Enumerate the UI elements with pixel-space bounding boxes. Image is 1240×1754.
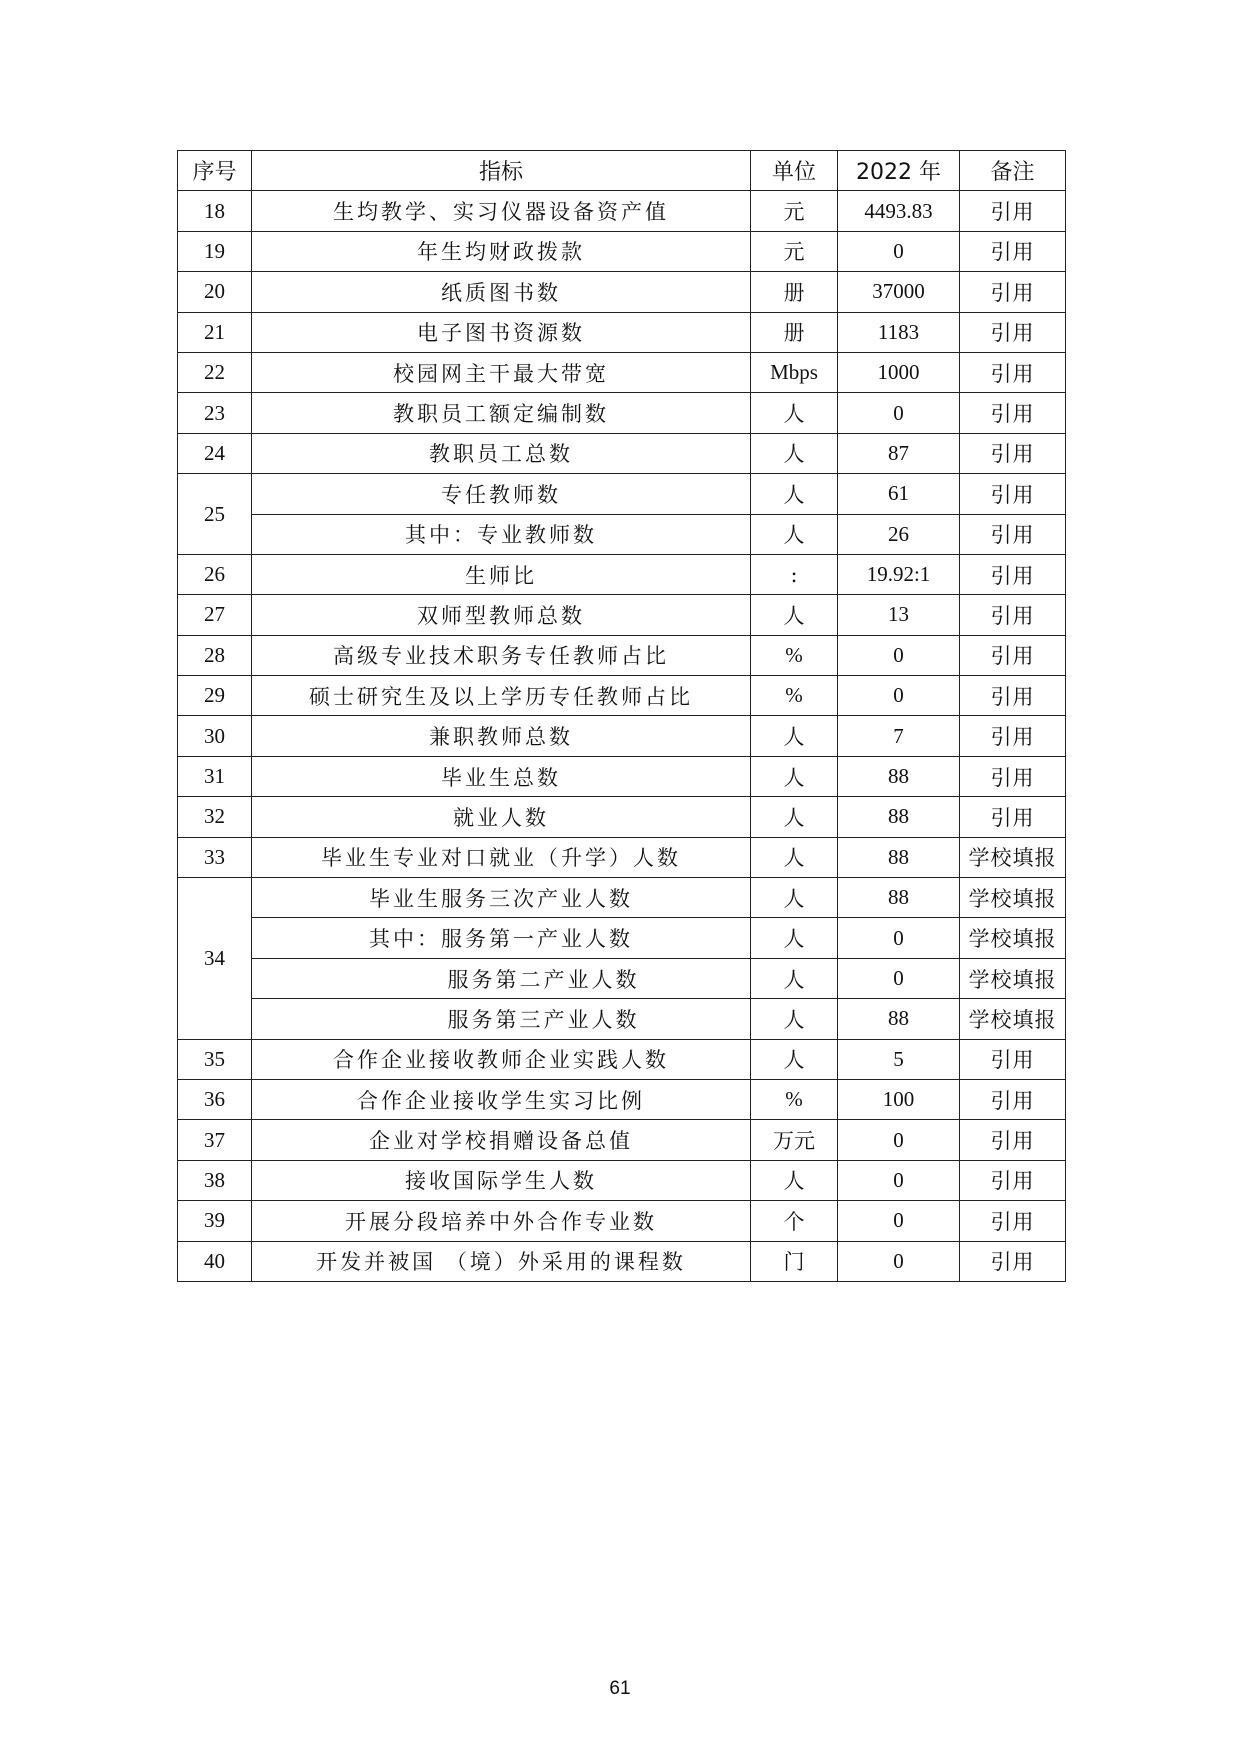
table-row: [178, 272, 1066, 312]
row-indicator: 开展分段培养中外合作专业数: [252, 1201, 751, 1241]
row-value: 1183: [838, 312, 960, 352]
row-indicator: 纸质图书数: [252, 272, 751, 312]
row-value: 0: [838, 635, 960, 675]
row-no: 19: [178, 231, 252, 271]
row-no: 35: [178, 1039, 252, 1079]
row-indicator: 就业人数: [252, 797, 751, 837]
table-row: [178, 1160, 1066, 1200]
row-indicator: 电子图书资源数: [252, 312, 751, 352]
row-note: 引用: [960, 433, 1066, 473]
row-indicator: 接收国际学生人数: [252, 1160, 751, 1200]
row-indicator: 专任教师数: [252, 474, 751, 514]
row-no: 37: [178, 1120, 252, 1160]
row-note: 引用: [960, 1201, 1066, 1241]
row-value: 1000: [838, 352, 960, 392]
row-value: 0: [838, 1120, 960, 1160]
row-value: 19.92:1: [838, 554, 960, 594]
row-unit: %: [751, 676, 838, 716]
row-indicator: 服务第三产业人数: [252, 999, 751, 1039]
row-indicator: 合作企业接收学生实习比例: [252, 1079, 751, 1119]
row-unit: 人: [751, 433, 838, 473]
table-row: [178, 474, 1066, 514]
row-note: 引用: [960, 554, 1066, 594]
row-value: 0: [838, 231, 960, 271]
row-indicator: 年生均财政拨款: [252, 231, 751, 271]
row-note: 引用: [960, 352, 1066, 392]
header-note: 备注: [960, 151, 1066, 191]
table-row: [178, 999, 1066, 1039]
row-value: 61: [838, 474, 960, 514]
row-indicator: 其中：专业教师数: [252, 514, 751, 554]
row-no: 32: [178, 797, 252, 837]
row-indicator: 其中：服务第一产业人数: [252, 918, 751, 958]
table-header-row: [178, 151, 1066, 191]
row-note: 引用: [960, 312, 1066, 352]
row-indicator: 开发并被国 （境）外采用的课程数: [252, 1241, 751, 1281]
row-unit: 册: [751, 272, 838, 312]
row-unit: 人: [751, 393, 838, 433]
row-unit: 人: [751, 958, 838, 998]
row-value: 0: [838, 393, 960, 433]
row-note: 引用: [960, 1120, 1066, 1160]
row-unit: 人: [751, 756, 838, 796]
row-no: 26: [178, 554, 252, 594]
row-no: 27: [178, 595, 252, 635]
row-unit: 元: [751, 231, 838, 271]
row-no: 24: [178, 433, 252, 473]
row-no: 40: [178, 1241, 252, 1281]
row-no: 22: [178, 352, 252, 392]
row-value: 0: [838, 958, 960, 998]
row-note: 学校填报: [960, 918, 1066, 958]
row-note: 引用: [960, 231, 1066, 271]
row-value: 88: [838, 878, 960, 918]
row-note: 引用: [960, 1079, 1066, 1119]
table-row: [178, 514, 1066, 554]
row-unit: 元: [751, 191, 838, 231]
table-row: [178, 1241, 1066, 1281]
row-indicator: 生均教学、实习仪器设备资产值: [252, 191, 751, 231]
row-note: 引用: [960, 474, 1066, 514]
row-no: 36: [178, 1079, 252, 1119]
row-unit: 册: [751, 312, 838, 352]
row-unit: 万元: [751, 1120, 838, 1160]
table-row: [178, 231, 1066, 271]
row-indicator: 合作企业接收教师企业实践人数: [252, 1039, 751, 1079]
row-note: 学校填报: [960, 999, 1066, 1039]
row-unit: 人: [751, 514, 838, 554]
table-row: [178, 1120, 1066, 1160]
row-indicator: 教职员工额定编制数: [252, 393, 751, 433]
row-unit: 人: [751, 999, 838, 1039]
row-indicator: 服务第二产业人数: [252, 958, 751, 998]
row-value: 26: [838, 514, 960, 554]
header-no: 序号: [178, 151, 252, 191]
row-indicator: 高级专业技术职务专任教师占比: [252, 635, 751, 675]
row-indicator: 教职员工总数: [252, 433, 751, 473]
table-row: [178, 797, 1066, 837]
row-note: 引用: [960, 716, 1066, 756]
row-value: 0: [838, 1201, 960, 1241]
row-value: 4493.83: [838, 191, 960, 231]
row-value: 88: [838, 837, 960, 877]
row-note: 引用: [960, 514, 1066, 554]
row-unit: 人: [751, 797, 838, 837]
row-unit: 人: [751, 837, 838, 877]
row-note: 引用: [960, 635, 1066, 675]
row-no: 38: [178, 1160, 252, 1200]
row-value: 7: [838, 716, 960, 756]
row-unit: :: [751, 554, 838, 594]
row-note: 引用: [960, 756, 1066, 796]
row-note: 引用: [960, 1241, 1066, 1281]
row-value: 13: [838, 595, 960, 635]
row-no: 25: [178, 474, 252, 555]
page-number: 61: [609, 1678, 631, 1699]
header-indicator: 指标: [252, 151, 751, 191]
table-row: [178, 918, 1066, 958]
row-unit: %: [751, 1079, 838, 1119]
row-no: 28: [178, 635, 252, 675]
row-indicator: 兼职教师总数: [252, 716, 751, 756]
table-row: [178, 595, 1066, 635]
row-unit: 人: [751, 716, 838, 756]
row-note: 学校填报: [960, 958, 1066, 998]
row-no: 31: [178, 756, 252, 796]
row-value: 0: [838, 1160, 960, 1200]
row-note: 学校填报: [960, 837, 1066, 877]
row-value: 88: [838, 756, 960, 796]
table-row: [178, 393, 1066, 433]
row-no: 34: [178, 878, 252, 1040]
row-unit: 人: [751, 1160, 838, 1200]
row-indicator: 生师比: [252, 554, 751, 594]
row-value: 100: [838, 1079, 960, 1119]
row-note: 引用: [960, 272, 1066, 312]
table-row: [178, 1039, 1066, 1079]
row-note: 引用: [960, 797, 1066, 837]
row-unit: 个: [751, 1201, 838, 1241]
table-row: [178, 635, 1066, 675]
table-row: [178, 1201, 1066, 1241]
row-unit: 门: [751, 1241, 838, 1281]
row-value: 0: [838, 1241, 960, 1281]
row-indicator: 企业对学校捐赠设备总值: [252, 1120, 751, 1160]
row-unit: Mbps: [751, 352, 838, 392]
row-indicator: 毕业生专业对口就业（升学）人数: [252, 837, 751, 877]
row-unit: 人: [751, 918, 838, 958]
row-note: 引用: [960, 1039, 1066, 1079]
table-row: [178, 878, 1066, 918]
table-row: [178, 837, 1066, 877]
row-indicator: 硕士研究生及以上学历专任教师占比: [252, 676, 751, 716]
row-no: 30: [178, 716, 252, 756]
row-indicator: 毕业生服务三次产业人数: [252, 878, 751, 918]
row-note: 引用: [960, 1160, 1066, 1200]
header-unit: 单位: [751, 151, 838, 191]
row-no: 33: [178, 837, 252, 877]
row-value: 5: [838, 1039, 960, 1079]
row-note: 引用: [960, 595, 1066, 635]
row-no: 18: [178, 191, 252, 231]
table-row: [178, 554, 1066, 594]
header-year: 2022 年: [838, 151, 960, 191]
row-unit: 人: [751, 878, 838, 918]
row-unit: %: [751, 635, 838, 675]
table-row: [178, 716, 1066, 756]
row-no: 23: [178, 393, 252, 433]
table-row: [178, 676, 1066, 716]
table-row: [178, 756, 1066, 796]
row-no: 21: [178, 312, 252, 352]
row-value: 88: [838, 999, 960, 1039]
table-row: [178, 958, 1066, 998]
row-value: 88: [838, 797, 960, 837]
row-indicator: 双师型教师总数: [252, 595, 751, 635]
row-indicator: 校园网主干最大带宽: [252, 352, 751, 392]
table-row: [178, 433, 1066, 473]
row-unit: 人: [751, 474, 838, 514]
row-note: 引用: [960, 393, 1066, 433]
row-value: 87: [838, 433, 960, 473]
row-value: 37000: [838, 272, 960, 312]
table-row: [178, 352, 1066, 392]
table-row: [178, 1079, 1066, 1119]
row-no: 39: [178, 1201, 252, 1241]
row-note: 引用: [960, 191, 1066, 231]
row-value: 0: [838, 676, 960, 716]
row-note: 引用: [960, 676, 1066, 716]
table-row: [178, 191, 1066, 231]
row-no: 20: [178, 272, 252, 312]
row-unit: 人: [751, 595, 838, 635]
row-no: 29: [178, 676, 252, 716]
row-note: 学校填报: [960, 878, 1066, 918]
row-value: 0: [838, 918, 960, 958]
row-indicator: 毕业生总数: [252, 756, 751, 796]
row-unit: 人: [751, 1039, 838, 1079]
table-row: [178, 312, 1066, 352]
data-table: [177, 150, 1066, 1282]
